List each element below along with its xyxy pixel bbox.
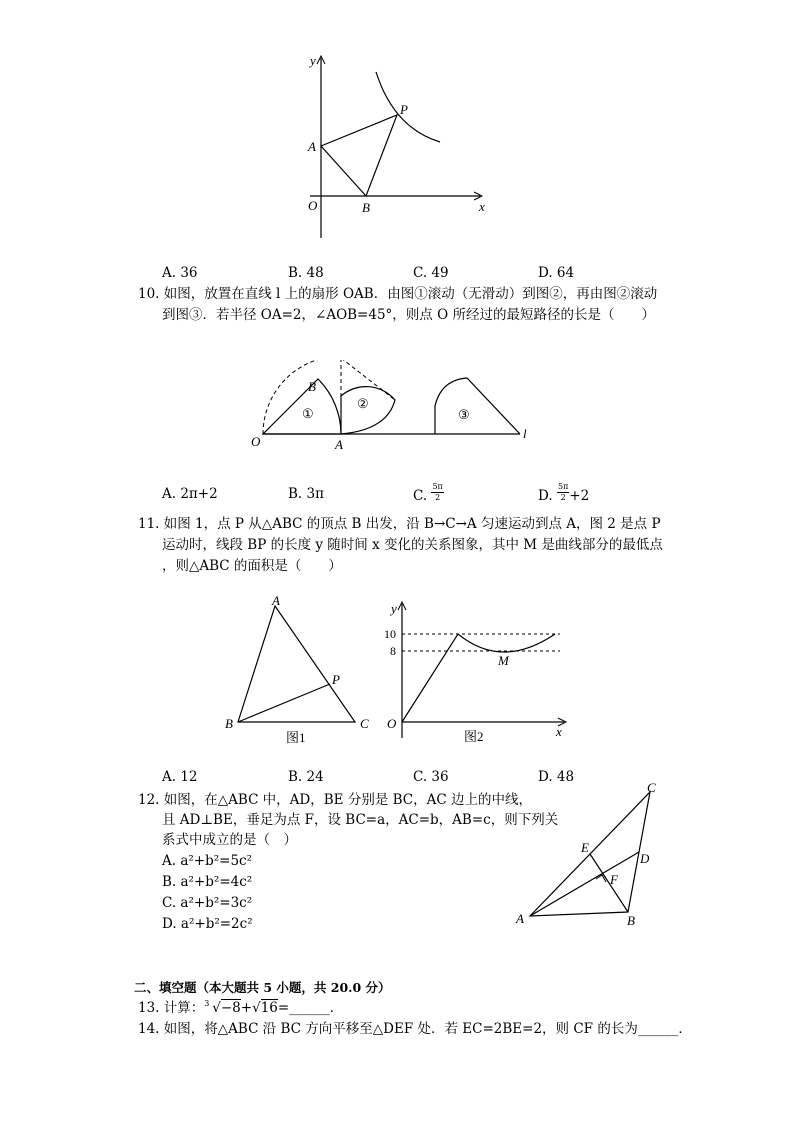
q10-stem-line2: 到图③．若半径 OA=2，∠AOB=45°，则点 O 所经过的最短路径的长是（ ） xyxy=(162,307,655,323)
q11-stem-line3: ，则△ABC 的面积是（ ） xyxy=(162,558,342,574)
q10-option-d-numerator: 5π xyxy=(557,482,569,491)
q12-point-f-label: F xyxy=(610,872,618,887)
q10-option-d xyxy=(538,482,590,507)
q13-radical-sign-1: √ xyxy=(212,1000,221,1016)
q11-point-c-label: C xyxy=(360,716,369,731)
q10-option-d-label: D. xyxy=(538,488,557,504)
q10-figure3-label: ③ xyxy=(458,407,470,422)
q10-option-d-suffix: +2 xyxy=(569,488,590,504)
q10-rolling-sector-figure xyxy=(245,360,545,455)
q14-stem: 14. 如图，将△ABC 沿 BC 方向平移至△DEF 处．若 EC=2BE=2，则 CF 的长为______． xyxy=(138,1021,692,1037)
q9-coordinate-figure xyxy=(290,50,500,245)
q12-option-b: B. a²+b²=4c² xyxy=(162,874,253,890)
q13-prefix: 13. 计算： xyxy=(138,1000,205,1016)
q13-radicand-2: 16 xyxy=(260,1000,278,1016)
q10-figure1-label: ① xyxy=(302,406,314,421)
q12-point-b-label: B xyxy=(627,913,635,928)
q11-stem-line2: 运动时，线段 BP 的长度 y 随时间 x 变化的关系图象，其中 M 是曲线部分的最低点 xyxy=(162,537,663,553)
q11-option-b: B. 24 xyxy=(288,769,324,785)
q13-radicand-1: −8 xyxy=(220,1000,241,1016)
q9-x-label: x xyxy=(479,199,485,214)
q11-figure2-caption: 图2 xyxy=(464,729,484,744)
q12-option-c: C. a²+b²=3c² xyxy=(162,895,253,911)
q12-point-c-label: C xyxy=(647,780,656,795)
q9-option-b: B. 48 xyxy=(288,265,324,281)
q10-option-b: B. 3π xyxy=(288,486,324,502)
q11-option-a: A. 12 xyxy=(162,769,198,785)
q10-option-c xyxy=(413,482,444,507)
q11-point-p-label: P xyxy=(332,672,340,687)
q13-root-index: 3 xyxy=(204,999,210,1008)
q12-point-a-label: A xyxy=(516,911,524,926)
q10-line-l-label: l xyxy=(523,426,527,441)
q10-option-d-denominator: 2 xyxy=(560,493,566,502)
q11-point-a-label: A xyxy=(272,593,280,608)
q13-plus: + xyxy=(240,1000,253,1016)
q12-stem-line2: 且 AD⊥BE，垂足为点 F，设 BC=a，AC=b，AB=c，则下列关 xyxy=(162,812,559,828)
q13-radical-sign-2: √ xyxy=(252,1000,261,1016)
q11-graph-origin-label: O xyxy=(387,716,397,731)
q9-origin-label: O xyxy=(308,198,318,213)
q9-point-a-label: A xyxy=(308,139,316,154)
q12-option-a: A. a²+b²=5c² xyxy=(162,853,253,869)
q11-graph-x-label: x xyxy=(556,724,562,739)
q9-point-p-label: P xyxy=(400,102,408,117)
q12-point-e-label: E xyxy=(581,840,589,855)
q10-option-c-label: C. xyxy=(413,488,432,504)
q10-stem-line1: 10. 如图，放置在直线 l 上的扇形 OAB．由图①滚动（无滑动）到图②，再由图②滚动 xyxy=(138,286,658,302)
q11-point-b-label: B xyxy=(225,716,233,731)
q9-point-b-label: B xyxy=(362,200,370,215)
q12-point-d-label: D xyxy=(640,851,650,866)
q10-figure2-label: ② xyxy=(357,396,369,411)
q12-option-d: D. a²+b²=2c² xyxy=(162,916,253,932)
q10-point-a-label: A xyxy=(335,437,343,452)
q11-triangle-figure xyxy=(222,590,372,750)
q11-graph-y-label: y xyxy=(391,601,397,616)
q9-option-c: C. 49 xyxy=(413,265,449,281)
q12-stem-line1: 12. 如图，在△ABC 中，AD，BE 分别是 BC，AC 边上的中线， xyxy=(138,792,532,808)
q9-option-a: A. 36 xyxy=(162,265,198,281)
q10-option-a: A. 2π+2 xyxy=(162,486,218,502)
q10-point-b-label: B xyxy=(308,379,316,394)
q11-graph-tick-8: 8 xyxy=(390,644,396,658)
q13-cube-root xyxy=(204,998,241,1018)
q10-point-o-label: O xyxy=(251,434,261,449)
q12-stem-line3: 系式中成立的是（ ） xyxy=(162,832,297,848)
q9-y-label: y xyxy=(310,53,316,68)
q9-option-d: D. 64 xyxy=(538,265,575,281)
q13-line xyxy=(138,998,343,1018)
q11-stem-line1: 11. 如图 1，点 P 从△ABC 的顶点 B 出发，沿 B→C→A 匀速运动到点 A，图 2 是点 P xyxy=(138,516,661,532)
q11-graph-tick-10: 10 xyxy=(384,627,396,641)
section-2-heading: 二、填空题（本大题共 5 小题，共 20.0 分） xyxy=(134,980,391,995)
q11-figure1-caption: 图1 xyxy=(286,730,306,745)
q11-graph-point-m-label: M xyxy=(498,653,509,668)
q10-option-d-fraction xyxy=(557,482,569,503)
q11-graph-figure xyxy=(380,598,575,748)
q13-suffix: =______． xyxy=(277,1000,344,1016)
q10-option-c-denominator: 2 xyxy=(435,493,441,502)
q11-option-c: C. 36 xyxy=(413,769,449,785)
q11-option-d: D. 48 xyxy=(538,769,575,785)
q10-option-c-numerator: 5π xyxy=(432,482,443,491)
q12-median-triangle-figure xyxy=(510,780,670,930)
q10-option-c-fraction xyxy=(431,482,443,503)
